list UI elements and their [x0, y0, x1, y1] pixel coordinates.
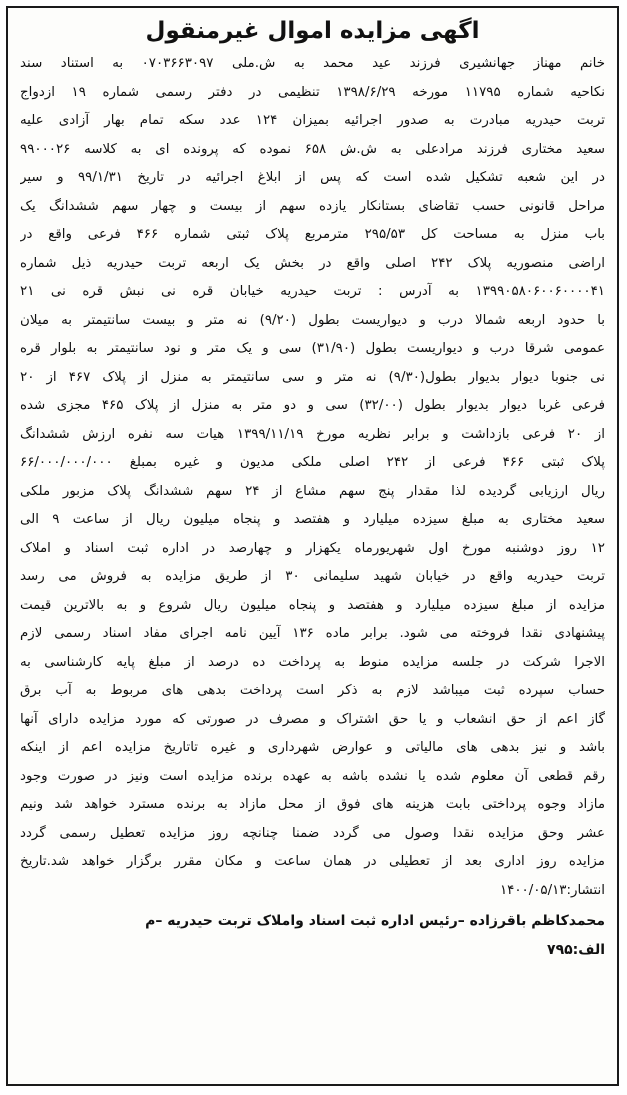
body-line: مزایده روز اداری بعد از تعطیلی در همان ساعت و مکان مقرر برگزار خواهد شد.تاریخ [20, 854, 605, 869]
signature-block [20, 907, 605, 965]
body-line: پلاک ثبتی ۴۶۶ فرعی از ۲۴۲ اصلی ملکی مدیون و غیره بمبلغ ۶۶/۰۰۰/۰۰۰/۰۰۰ [20, 455, 605, 470]
signatory-line: محمدکاظم باقرزاده –رئیس اداره ثبت اسناد واملاک تربت حیدریه –م [145, 913, 605, 929]
body-line: پیشنهادی نقدا فروخته می شود. برابر ماده ۱۳۶ آیین نامه اجرای مفاد اسناد رسمی لازم [20, 626, 605, 641]
reference-code: الف:۷۹۵ [547, 942, 605, 958]
body-line: سعید مختاری فرزند مرادعلی به ش.ش ۶۵۸ نموده که پرونده ای به کلاسه ۹۹۰۰۰۲۶ [20, 141, 605, 157]
body-line: سعید مختاری به مبلغ سیزده میلیارد و هفتصد و پنجاه میلیون ریال از ساعت ۹ الی [20, 512, 605, 527]
publish-date-line: انتشار:۱۴۰۰/۰۵/۱۳ [499, 882, 605, 898]
notice-body [20, 50, 605, 905]
body-line: از ۲۰ فرعی بازداشت و برابر نظریه مورخ ۱۳۹۹/۱۱/۱۹ هیات سه نفره ارزش ششدانگ [20, 426, 605, 442]
body-line: فرعی غربا دیوار بدیوار بطول (۳۲/۰۰) سی و دو متر به منزل از پلاک ۴۶۵ مجزی شده [20, 398, 605, 413]
body-line: باشد و نیز بدهی های مالیاتی و عوارض شهرداری و غیره تاتاریخ مزایده اعم از اینکه [20, 740, 605, 755]
body-line: با حدود اربعه شمالا درب و دیواریست بطول (۹/۲۰) نه متر و بیست سانتیمتر به میلان [20, 312, 605, 328]
body-line: نکاحیه شماره ۱۱۷۹۵ مورخه ۱۳۹۸/۶/۲۹ تنظیمی در دفتر رسمی شماره ۱۹ ازدواج [20, 84, 605, 100]
body-line: اراضی منصوریه پلاک ۲۴۲ اصلی واقع در بخش یک اربعه تربت حیدریه ذیل شماره [20, 255, 605, 271]
body-line: الاجرا شرکت در جلسه مزایده منوط به پرداخت ده درصد از مبلغ پایه کارشناسی به [20, 654, 605, 670]
body-line: تربت حیدریه واقع در خیابان شهید سلیمانی ۳۰ از طریق مزایده به فروش می رسد [20, 569, 605, 584]
body-line: در این شعبه تشکیل شده است که پس از ابلاغ اجرائیه در تاریخ ۹۹/۱/۳۱ و سیر [20, 170, 605, 185]
notice-title: اگهی مزایده اموال غیرمنقول [145, 18, 480, 44]
body-line: ریال ارزیابی گردیده لذا مقدار پنج سهم مشاع از ۲۴ سهم ششدانگ پلاک مزبور ملکی [20, 483, 605, 499]
body-line: حساب سپرده ثبت میباشد لازم به ذکر است پرداخت بدهی های مربوط به آب برق [20, 683, 605, 698]
body-line: نی جنوبا دیوار بدیوار بطول(۹/۳۰) نه متر و سی سانتیمتر به منزل از پلاک ۴۶۷ از ۲۰ [20, 369, 605, 385]
body-line: باب منزل به مساحت کل ۲۹۵/۵۳ مترمربع پلاک ثبتی شماره ۴۶۶ فرعی واقع در [20, 227, 605, 242]
body-line: ۱۲ روز دوشنبه مورخ اول شهریورماه یکهزار و چهارصد در اداره ثبت اسناد و املاک [20, 540, 605, 556]
body-line: مراحل قانونی حسب تقاضای بستانکار یازده سهم از بیست و چهار سهم ششدانگ یک [20, 198, 605, 214]
body-line: ۱۳۹۹۰۵۸۰۶۰۰۶۰۰۰۰۴۱ به آدرس : تربت حیدریه خیابان قره نی نبش قره نی ۲۱ [20, 284, 605, 299]
body-line: خانم مهناز جهانشیری فرزند عید محمد به ش.ملی ۰۷۰۳۶۶۳۰۹۷ به استناد سند [20, 56, 605, 71]
body-line: رقم قطعی آن معلوم شده یا نشده باشه به عهده برنده مزایده است ونیز در صورت وجود [20, 768, 605, 784]
body-line: مزایده از مبلغ سیزده میلیارد و هفتصد و پنجاه میلیون ریال شروع و به بالاترین قیمت [20, 597, 605, 613]
body-line: عمومی شرقا درب و دیواریست بطول (۳۱/۹۰) سی و یک متر و نود سانتیمتر به بلوار قره [20, 341, 605, 356]
body-line: گاز اعم از حق انشعاب و یا حق اشتراک و مصرف در صورتی که مورد مزایده دارای آنها [20, 711, 605, 727]
body-line: تربت حیدریه مبادرت به صدور اجرائیه بمیزان ۱۲۴ عدد سکه تمام بهار آزادی علیه [20, 113, 605, 128]
body-line: مازاد وجوه پرداختی بابت هزینه های فوق از محل مازاد به برنده مسترد خواهد شد ونیم [20, 797, 605, 812]
auction-notice [6, 6, 619, 1086]
body-line: عشر وحق مزایده نقدا وصول می گردد ضمنا چنانچه روز مزایده تعطیل رسمی گردد [20, 825, 605, 841]
